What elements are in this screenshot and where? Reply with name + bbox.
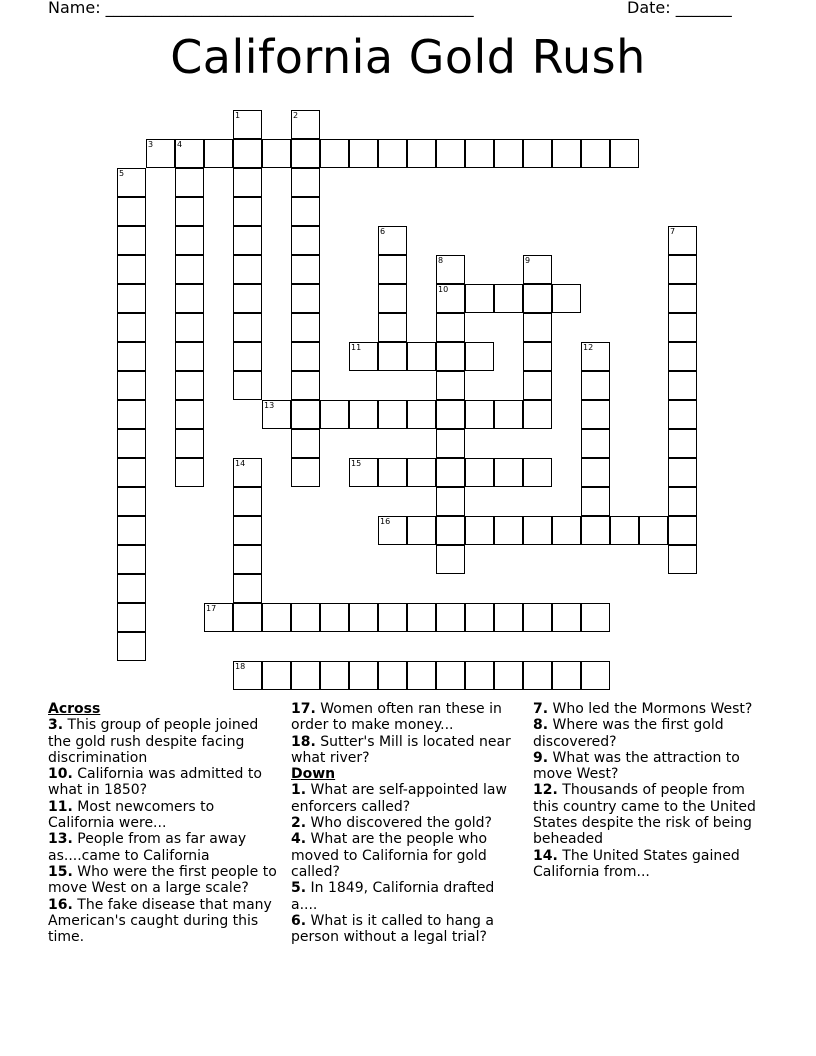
clue-number: 11 (351, 343, 362, 352)
grid-cell[interactable] (378, 661, 407, 690)
grid-cell[interactable] (175, 284, 204, 313)
grid-cell[interactable] (117, 429, 146, 458)
grid-cell[interactable] (436, 342, 465, 371)
clue-down-2: 2. Who discovered the gold? (291, 815, 492, 832)
grid-cell[interactable] (407, 139, 436, 168)
grid-cell[interactable] (436, 603, 465, 632)
clue-number: 4 (177, 140, 183, 149)
grid-cell[interactable] (233, 342, 262, 371)
grid-cell[interactable] (407, 516, 436, 545)
grid-cell[interactable] (175, 139, 204, 168)
grid-cell[interactable] (233, 284, 262, 313)
grid-cell[interactable] (552, 139, 581, 168)
grid-cell[interactable] (581, 516, 610, 545)
grid-cell[interactable] (523, 458, 552, 487)
grid-cell[interactable] (175, 255, 204, 284)
grid-cell[interactable] (175, 342, 204, 371)
grid-cell[interactable] (117, 255, 146, 284)
grid-cell[interactable] (233, 603, 262, 632)
grid-cell[interactable] (291, 284, 320, 313)
clues-column-2 (291, 701, 519, 945)
grid-cell[interactable] (523, 400, 552, 429)
grid-cell[interactable] (291, 110, 320, 139)
grid-cell[interactable] (349, 603, 378, 632)
grid-cell[interactable] (117, 313, 146, 342)
grid-cell[interactable] (233, 516, 262, 545)
grid-cell[interactable] (117, 226, 146, 255)
grid-cell[interactable] (117, 632, 146, 661)
grid-cell[interactable] (291, 400, 320, 429)
grid-cell[interactable] (465, 661, 494, 690)
grid-cell[interactable] (378, 139, 407, 168)
grid-cell[interactable] (320, 139, 349, 168)
grid-cell[interactable] (378, 603, 407, 632)
grid-cell[interactable] (436, 545, 465, 574)
grid-cell[interactable] (262, 661, 291, 690)
clue-number: 2 (293, 111, 299, 120)
grid-cell[interactable] (233, 226, 262, 255)
clue-down-6: 6. What is it called to hang a person without a legal trial? (291, 912, 494, 946)
grid-cell[interactable] (378, 255, 407, 284)
grid-cell[interactable] (668, 342, 697, 371)
grid-cell[interactable] (668, 429, 697, 458)
grid-cell[interactable] (494, 284, 523, 313)
grid-cell[interactable] (175, 371, 204, 400)
grid-cell[interactable] (233, 487, 262, 516)
grid-cell[interactable] (175, 429, 204, 458)
grid-cell[interactable] (494, 661, 523, 690)
grid-cell[interactable] (552, 661, 581, 690)
grid-cell[interactable] (668, 487, 697, 516)
grid-cell[interactable] (291, 458, 320, 487)
grid-cell[interactable] (465, 342, 494, 371)
grid-cell[interactable] (291, 342, 320, 371)
clue-number: 18 (235, 662, 246, 671)
clue-number: 12 (583, 343, 594, 352)
grid-cell[interactable] (175, 313, 204, 342)
clue-across-13: 13. People from as far away as....came to California (48, 831, 247, 864)
grid-cell[interactable] (668, 516, 697, 545)
grid-cell[interactable] (117, 458, 146, 487)
grid-cell[interactable] (117, 284, 146, 313)
grid-cell[interactable] (291, 168, 320, 197)
grid-cell[interactable] (494, 458, 523, 487)
grid-cell[interactable] (117, 574, 146, 603)
grid-cell[interactable] (117, 371, 146, 400)
grid-cell[interactable] (552, 516, 581, 545)
grid-cell[interactable] (523, 284, 552, 313)
clue-number: 6 (380, 227, 386, 236)
grid-cell[interactable] (581, 139, 610, 168)
grid-cell[interactable] (117, 400, 146, 429)
grid-cell[interactable] (668, 255, 697, 284)
clue-down-5: 5. In 1849, California drafted a.... (291, 880, 495, 913)
grid-cell[interactable] (117, 516, 146, 545)
clue-across-18: 18. Sutter's Mill is located near what river? (291, 733, 511, 766)
grid-cell[interactable] (494, 516, 523, 545)
grid-cell[interactable] (320, 603, 349, 632)
clue-across-17: 17. Women often ran these in order to make money... (291, 701, 502, 734)
grid-cell[interactable] (233, 139, 262, 168)
grid-cell[interactable] (349, 661, 378, 690)
clue-down-4: 4. What are the people who moved to California for gold called? (291, 831, 488, 880)
grid-cell[interactable] (552, 603, 581, 632)
grid-cell[interactable] (291, 661, 320, 690)
grid-cell[interactable] (349, 139, 378, 168)
grid-cell[interactable] (523, 342, 552, 371)
grid-cell[interactable] (378, 284, 407, 313)
grid-cell[interactable] (436, 284, 465, 313)
grid-cell[interactable] (552, 284, 581, 313)
grid-cell[interactable] (233, 110, 262, 139)
clues-column-3 (533, 701, 773, 880)
clue-number: 15 (351, 459, 362, 468)
grid-cell[interactable] (581, 661, 610, 690)
clue-number: 8 (438, 256, 444, 265)
clue-down-14: 14. The United States gained California from... (533, 847, 740, 880)
grid-cell[interactable] (494, 603, 523, 632)
grid-cell[interactable] (523, 603, 552, 632)
grid-cell[interactable] (436, 429, 465, 458)
grid-cell[interactable] (291, 371, 320, 400)
grid-cell[interactable] (320, 400, 349, 429)
grid-cell[interactable] (523, 139, 552, 168)
grid-cell[interactable] (117, 342, 146, 371)
grid-cell[interactable] (378, 342, 407, 371)
clue-number: 10 (438, 285, 449, 294)
grid-cell[interactable] (668, 226, 697, 255)
grid-cell[interactable] (494, 139, 523, 168)
grid-cell[interactable] (233, 371, 262, 400)
grid-cell[interactable] (204, 603, 233, 632)
grid-cell[interactable] (610, 516, 639, 545)
grid-cell[interactable] (378, 400, 407, 429)
grid-cell[interactable] (233, 661, 262, 690)
grid-cell[interactable] (262, 139, 291, 168)
grid-cell[interactable] (349, 458, 378, 487)
grid-cell[interactable] (378, 458, 407, 487)
grid-cell[interactable] (668, 284, 697, 313)
grid-cell[interactable] (291, 255, 320, 284)
grid-cell[interactable] (436, 255, 465, 284)
grid-cell[interactable] (465, 458, 494, 487)
grid-cell[interactable] (523, 661, 552, 690)
clue-down-8: 8. Where was the first gold discovered? (533, 717, 724, 750)
grid-cell[interactable] (291, 226, 320, 255)
clue-number: 17 (206, 604, 217, 613)
clue-number: 1 (235, 111, 241, 120)
clue-across-16: 16. The fake disease that many American's caught during this time. (48, 896, 272, 946)
grid-cell[interactable] (668, 400, 697, 429)
grid-cell[interactable] (233, 313, 262, 342)
grid-cell[interactable] (407, 342, 436, 371)
grid-cell[interactable] (233, 168, 262, 197)
grid-cell[interactable] (407, 400, 436, 429)
grid-cell[interactable] (175, 226, 204, 255)
grid-cell[interactable] (117, 197, 146, 226)
grid-cell[interactable] (581, 429, 610, 458)
grid-cell[interactable] (407, 458, 436, 487)
grid-cell[interactable] (436, 400, 465, 429)
date-field[interactable]: Date: _______ (627, 0, 732, 17)
clue-number: 3 (148, 140, 154, 149)
clue-down-12: 12. Thousands of people from this country came to the United States despite the risk of being beheaded (533, 782, 756, 848)
clue-number: 5 (119, 169, 125, 178)
across-heading: Across (48, 701, 101, 717)
grid-cell[interactable] (233, 574, 262, 603)
grid-cell[interactable] (233, 197, 262, 226)
grid-cell[interactable] (465, 603, 494, 632)
clue-across-15: 15. Who were the first people to move West on a large scale? (48, 863, 277, 897)
grid-cell[interactable] (407, 603, 436, 632)
down-heading: Down (291, 766, 336, 783)
clue-number: 9 (525, 256, 531, 265)
grid-cell[interactable] (233, 255, 262, 284)
clue-down-9: 9. What was the attraction to move West? (533, 749, 740, 783)
clue-number: 16 (380, 517, 391, 526)
grid-cell[interactable] (262, 603, 291, 632)
page-title: California Gold Rush (170, 30, 646, 84)
grid-cell[interactable] (668, 545, 697, 574)
grid-cell[interactable] (581, 487, 610, 516)
grid-cell[interactable] (523, 313, 552, 342)
grid-cell[interactable] (465, 139, 494, 168)
clue-across-11: 11. Most newcomers to California were... (48, 798, 215, 832)
grid-cell[interactable] (117, 487, 146, 516)
grid-cell[interactable] (378, 516, 407, 545)
grid-cell[interactable] (320, 661, 349, 690)
grid-cell[interactable] (465, 284, 494, 313)
grid-cell[interactable] (175, 458, 204, 487)
grid-cell[interactable] (117, 603, 146, 632)
grid-cell[interactable] (523, 371, 552, 400)
clues-column-1 (48, 701, 280, 945)
grid-cell[interactable] (291, 603, 320, 632)
grid-cell[interactable] (581, 603, 610, 632)
grid-cell[interactable] (291, 139, 320, 168)
grid-cell[interactable] (610, 139, 639, 168)
grid-cell[interactable] (146, 139, 175, 168)
clue-number: 13 (264, 401, 275, 410)
grid-cell[interactable] (436, 371, 465, 400)
grid-cell[interactable] (436, 313, 465, 342)
grid-cell[interactable] (436, 458, 465, 487)
grid-cell[interactable] (117, 545, 146, 574)
grid-cell[interactable] (407, 661, 436, 690)
grid-cell[interactable] (523, 255, 552, 284)
grid-cell[interactable] (349, 342, 378, 371)
grid-cell[interactable] (581, 371, 610, 400)
grid-cell[interactable] (117, 168, 146, 197)
grid-cell[interactable] (465, 516, 494, 545)
grid-cell[interactable] (581, 400, 610, 429)
grid-cell[interactable] (378, 313, 407, 342)
grid-cell[interactable] (581, 342, 610, 371)
grid-cell[interactable] (668, 313, 697, 342)
grid-cell[interactable] (291, 429, 320, 458)
clue-number: 14 (235, 459, 246, 468)
grid-cell[interactable] (378, 226, 407, 255)
grid-cell[interactable] (175, 400, 204, 429)
grid-cell[interactable] (436, 516, 465, 545)
grid-cell[interactable] (668, 371, 697, 400)
name-field[interactable]: Name: ______________________________________________ (48, 0, 474, 17)
clue-down-1: 1. What are self-appointed law enforcers called? (291, 782, 507, 815)
grid-cell[interactable] (465, 400, 494, 429)
grid-cell[interactable] (204, 139, 233, 168)
grid-cell[interactable] (436, 661, 465, 690)
grid-cell[interactable] (436, 487, 465, 516)
grid-cell[interactable] (494, 400, 523, 429)
grid-cell[interactable] (523, 516, 552, 545)
grid-cell[interactable] (639, 516, 668, 545)
clue-across-10: 10. California was admitted to what in 1850? (48, 766, 262, 799)
grid-cell[interactable] (262, 400, 291, 429)
grid-cell[interactable] (349, 400, 378, 429)
grid-cell[interactable] (233, 458, 262, 487)
grid-cell[interactable] (233, 545, 262, 574)
clue-number: 7 (670, 227, 676, 236)
grid-cell[interactable] (291, 197, 320, 226)
grid-cell[interactable] (668, 458, 697, 487)
clue-down-7: 7. Who led the Mormons West? (533, 701, 753, 717)
grid-cell[interactable] (436, 139, 465, 168)
grid-cell[interactable] (175, 168, 204, 197)
grid-cell[interactable] (291, 313, 320, 342)
grid-cell[interactable] (175, 197, 204, 226)
grid-cell[interactable] (581, 458, 610, 487)
clue-across-3: 3. This group of people joined the gold rush despite facing discrimination (48, 717, 259, 766)
